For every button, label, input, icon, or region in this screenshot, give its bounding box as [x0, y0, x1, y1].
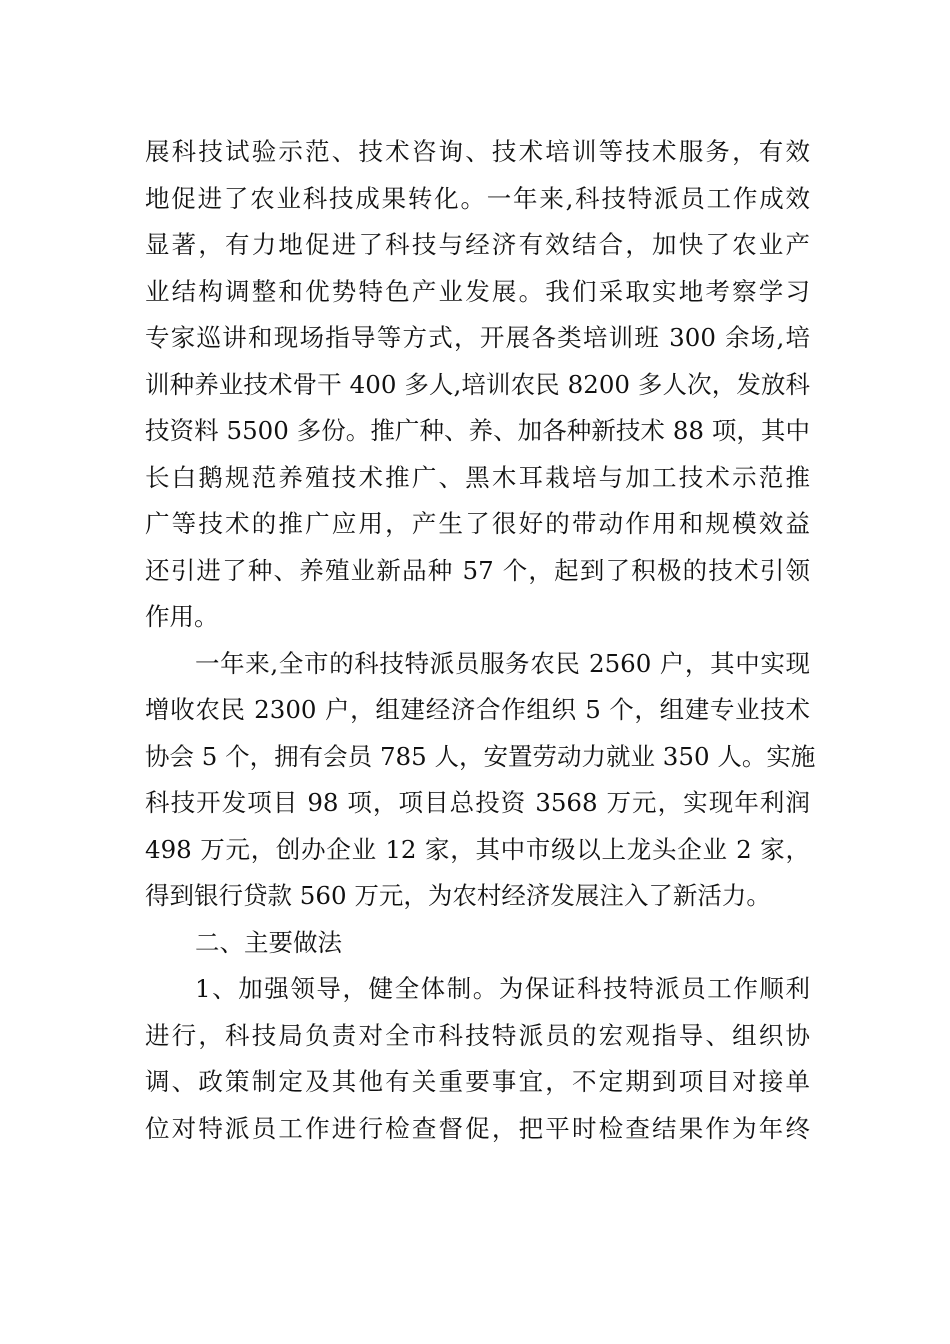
- text-line: 技资料 5500 多份。推广种、养、加各种新技术 88 项，其中: [145, 416, 810, 445]
- paragraph-first-line: 1、加强领导，健全体制。为保证科技特派员工作顺利: [195, 974, 810, 1003]
- text-line: 增收农民 2300 户，组建经济合作组织 5 个，组建专业技术: [145, 695, 810, 724]
- section-heading: 二、主要做法: [195, 928, 342, 957]
- text-line: 位对特派员工作进行检查督促，把平时检查结果作为年终: [145, 1114, 810, 1143]
- text-line: 长白鹅规范养殖技术推广、黑木耳栽培与加工技术示范推: [145, 463, 810, 492]
- text-line: 显著，有力地促进了科技与经济有效结合，加快了农业产: [145, 230, 810, 259]
- text-line: 作用。: [145, 602, 219, 631]
- text-line: 地促进了农业科技成果转化。一年来,科技特派员工作成效: [145, 184, 810, 213]
- text-line: 498 万元，创办企业 12 家，其中市级以上龙头企业 2 家，: [145, 835, 810, 864]
- text-line: 得到银行贷款 560 万元，为农村经济发展注入了新活力。: [145, 881, 771, 910]
- text-line: 协会 5 个，拥有会员 785 人，安置劳动力就业 350 人。实施: [145, 742, 816, 771]
- text-line: 科技开发项目 98 项，项目总投资 3568 万元，实现年利润: [145, 788, 810, 817]
- text-line: 还引进了种、养殖业新品种 57 个，起到了积极的技术引领: [145, 556, 810, 585]
- text-line: 展科技试验示范、技术咨询、技术培训等技术服务，有效: [145, 137, 810, 166]
- text-line: 业结构调整和优势特色产业发展。我们采取实地考察学习: [145, 277, 810, 306]
- text-line: 进行，科技局负责对全市科技特派员的宏观指导、组织协: [145, 1021, 810, 1050]
- text-line: 训种养业技术骨干 400 多人,培训农民 8200 多人次，发放科: [145, 370, 810, 399]
- text-line: 广等技术的推广应用，产生了很好的带动作用和规模效益: [145, 509, 810, 538]
- paragraph-first-line: 一年来,全市的科技特派员服务农民 2560 户，其中实现: [195, 649, 810, 678]
- text-line: 调、政策制定及其他有关重要事宜，不定期到项目对接单: [145, 1067, 810, 1096]
- text-line: 专家巡讲和现场指导等方式，开展各类培训班 300 余场,培: [145, 323, 810, 352]
